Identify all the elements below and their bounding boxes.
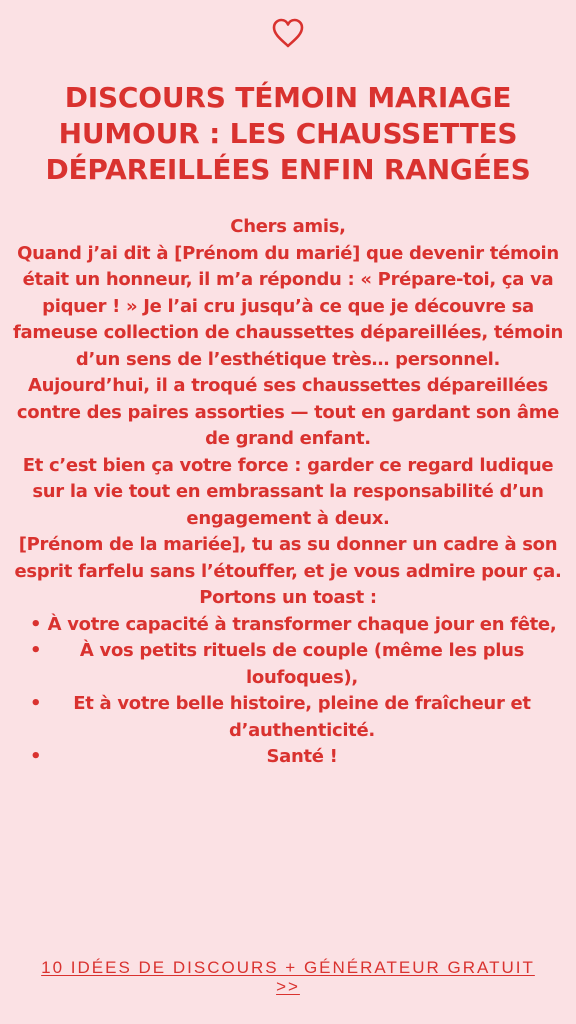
speech-paragraph: [Prénom de la mariée], tu as su donner un cadre à son esprit farfelu sans l’étouffer, et je vous admire pour ça. (14, 534, 562, 582)
heart-outline-icon (271, 16, 305, 50)
toast-list (8, 612, 568, 771)
toast-item: • À votre capacité à transformer chaque jour en fête, (8, 612, 568, 639)
speech-paragraph: Quand j’ai dit à [Prénom du marié] que devenir témoin était un honneur, il m’a répondu : « Prépare-toi, ça va piquer ! » Je l’ai cru jusqu’à ce que je découvre sa fameuse collection de chaussettes dépareillées, témoin d’un sens de l’esthétique très… personnel. (13, 242, 563, 370)
toast-intro: Portons un toast : (199, 587, 377, 608)
page-title: DISCOURS TÉMOIN MARIAGE HUMOUR : LES CHAUSSETTES DÉPAREILLÉES ENFIN RANGÉES (45, 81, 531, 186)
speech-text (8, 214, 568, 771)
toast-item: • À vos petits rituels de couple (même les plus loufoques), (8, 638, 568, 691)
speech-greeting: Chers amis, (230, 216, 346, 237)
speech-paragraph: Aujourd’hui, il a troqué ses chaussettes dépareillées contre des paires assorties — tout en gardant son âme de grand enfant. (16, 375, 560, 449)
speech-ideas-generator-link[interactable]: 10 IDÉES DE DISCOURS + GÉNÉRATEUR GRATUIT >> (41, 958, 535, 996)
speech-paragraph: Et c’est bien ça votre force : garder ce regard ludique sur la vie tout en embrassant la responsabilité d’un engagement à deux. (22, 454, 554, 529)
toast-item: • Santé ! (8, 744, 568, 771)
toast-item: • Et à votre belle histoire, pleine de fraîcheur et d’authenticité. (8, 691, 568, 744)
